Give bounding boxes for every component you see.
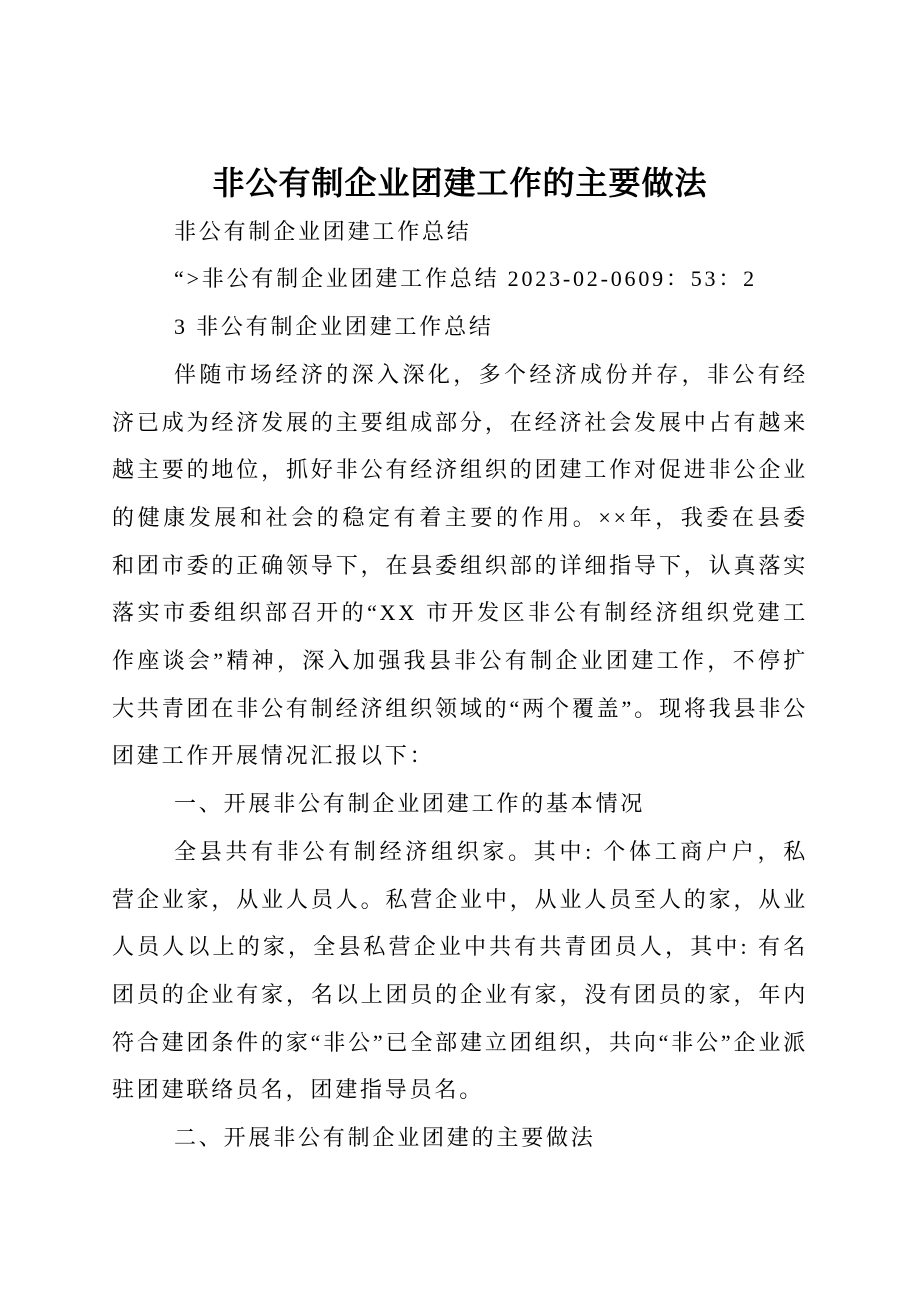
body-paragraph: 伴随市场经济的深入深化，多个经济成份并存，非公有经济已成为经济发展的主要组成部分，在经济社会发展中占有越来越主要的地位，抓好非公有经济组织的团建工作对促进非公企业的健康发展和社会的稳定有着主要的作用。××年，我委在县委和团市委的正确领导下，在县委组织部的详细指导下，认真落实落实市委组织部召开的“XX 市开发区非公有制经济组织党建工作座谈会”精神，深入加强我县非公有制企业团建工作，不停扩大共青团在非公有制经济组织领域的“两个覆盖”。现将我县非公团建工作开展情况汇报以下： [112, 361, 808, 769]
meta-line: “>非公有制企业团建工作总结 2023-02-0609：53：2 [174, 266, 757, 292]
meta-line: 非公有制企业团建工作总结 [174, 218, 472, 244]
body-paragraph: 全县共有非公有制经济组织家。其中: 个体工商户户，私营企业家，从业人员人。私营企业中，从业人员至人的家，从业人员人以上的家，全县私营企业中共有共青团员人，其中: 有名团员的企业有家，名以上团员的企业有家，没有团员的家，年内符合建团条件的家“非公”已全部建立团组织，共向“非公”企业派驻团建联络员名，团建指导员名。 [112, 838, 808, 1103]
section-heading-2: 二、开展非公有制企业团建的主要做法 [174, 1125, 596, 1151]
section-heading-1: 一、开展非公有制企业团建工作的基本情况 [174, 791, 646, 817]
meta-line: 3 非公有制企业团建工作总结 [174, 314, 494, 340]
document-title: 非公有制企业团建工作的主要做法 [212, 165, 708, 201]
